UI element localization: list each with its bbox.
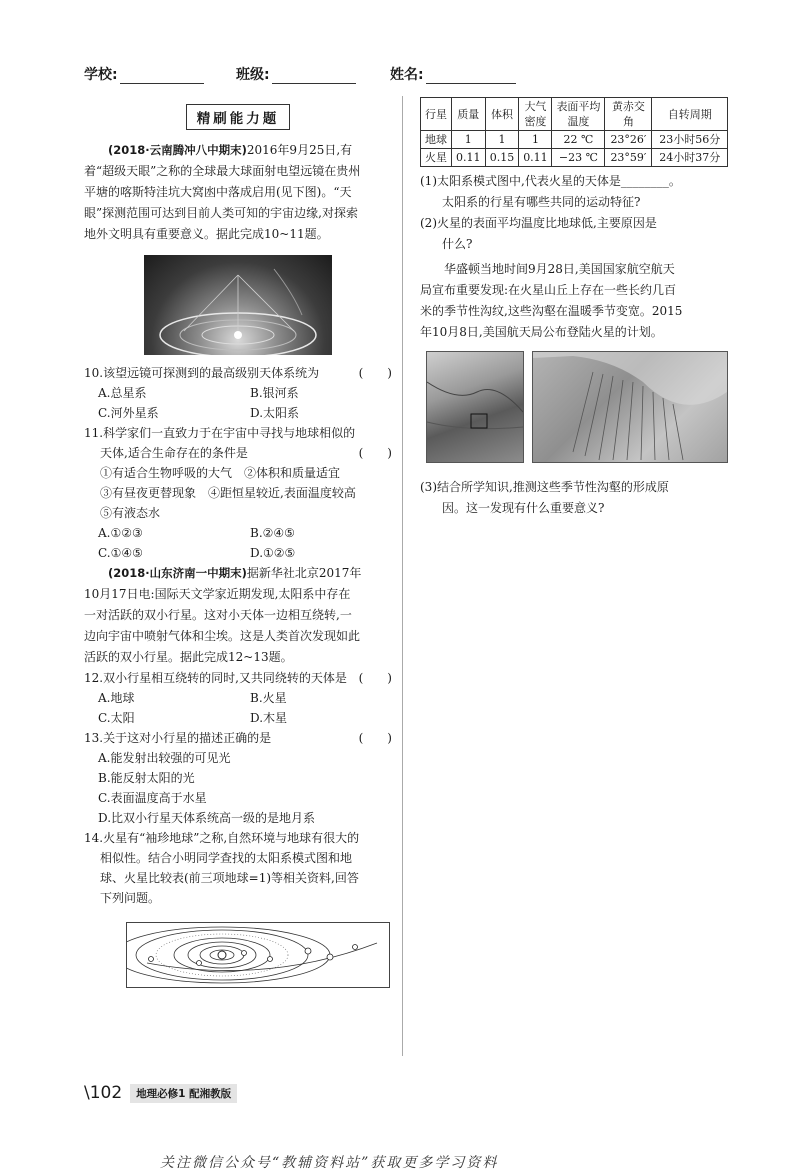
table-cell: 1 <box>519 131 552 149</box>
section-title: 精刷能力题 <box>84 104 392 130</box>
passage-binary-asteroid: (2018·山东济南一中期末)据新华社北京2017年 10月17日电:国际天文学家近期发现,太阳系中存在 一对活跃的双小行星。这对小天体一边相互绕转,一 边向宇宙中喷射气体和尘埃。这是人类首次发现如此 活跃的双小行星。据此完成12~13题。 <box>84 566 362 664</box>
table-header: 行星 <box>421 98 452 131</box>
table-row <box>421 149 728 167</box>
right-column <box>420 97 730 519</box>
school-label: 学校: <box>84 67 118 83</box>
book-tag: 地理必修1 配湘教版 <box>130 1084 237 1103</box>
table-cell: 0.11 <box>451 149 485 167</box>
name-blank[interactable] <box>426 67 516 84</box>
class-blank[interactable] <box>272 67 356 84</box>
table-cell: 地球 <box>421 131 452 149</box>
page-footer <box>84 1083 237 1103</box>
question-13: 13.关于这对小行星的描述正确的是 ( ) A.能发射出较强的可见光 B.能反射太阳的光 C.表面温度高于水星 D.比双小行星天体系统高一级的是地月系 <box>84 728 392 828</box>
answer-paren[interactable]: ( ) <box>358 671 392 685</box>
table-cell: −23 ℃ <box>552 149 605 167</box>
q10-options <box>84 383 392 423</box>
answer-paren[interactable]: ( ) <box>358 731 392 745</box>
option-b[interactable]: B.能反射太阳的光 <box>98 771 195 785</box>
table-cell: 1 <box>485 131 519 149</box>
sub-question-1: (1)太阳系模式图中,代表火星的天体是________。 太阳系的行星有哪些共同的运动特征? <box>420 174 681 209</box>
question-12: 12.双小行星相互绕转的同时,又共同绕转的天体是 ( ) A.地球 B.火星 C.太阳 D.木星 <box>84 668 392 728</box>
option-a[interactable]: A.①②③ <box>98 526 143 540</box>
class-label: 班级: <box>236 67 270 83</box>
option-b[interactable]: B.②④⑤ <box>250 526 295 540</box>
sub-question-3: (3)结合所学知识,推测这些季节性沟壑的形成原 因。这一发现有什么重要意义? <box>420 480 669 515</box>
q12-options <box>84 688 392 728</box>
table-cell: 23°26′ <box>605 131 652 149</box>
table-header-row <box>421 98 728 131</box>
name-field <box>390 64 516 84</box>
table-row <box>421 131 728 149</box>
q11-condition-2: ③有昼夜更替现象 ④距恒星较近,表面温度较高 <box>100 486 356 500</box>
answer-paren[interactable]: ( ) <box>358 446 392 460</box>
option-a[interactable]: A.地球 <box>98 691 135 705</box>
mars-gully-closeup-photo <box>532 351 728 463</box>
passage-fast-telescope: (2018·云南腾冲八中期末)2016年9月25日,有 着“超级天眼”之称的全球最大球面射电望远镜在贵州 平塘的喀斯特洼坑大窝凼中落成启用(见下图)。“天 眼”探测范围可达到目前人类可知的宇宙边缘,对探索 地外文明具有重要意义。据此完成10~11题。 <box>84 143 361 241</box>
option-a[interactable]: A.总星系 <box>98 386 147 400</box>
table-cell: 火星 <box>421 149 452 167</box>
table-cell: 0.11 <box>519 149 552 167</box>
table-header: 表面平均温度 <box>552 98 605 131</box>
passage2-source: (2018·山东济南一中期末) <box>108 566 247 580</box>
option-d[interactable]: D.比双小行星天体系统高一级的是地月系 <box>98 811 316 825</box>
promo-line: 关注微信公众号“教辅资料站”获取更多学习资料 <box>160 1155 499 1171</box>
option-c[interactable]: C.太阳 <box>98 711 135 725</box>
option-c[interactable]: C.①④⑤ <box>98 546 143 560</box>
table-cell: 23°59′ <box>605 149 652 167</box>
q11-options <box>84 523 392 563</box>
q11-condition-1: ①有适合生物呼吸的大气 ②体积和质量适宜 <box>100 466 341 480</box>
option-b[interactable]: B.银河系 <box>250 386 299 400</box>
question-14: 14.火星有“袖珍地球”之称,自然环境与地球有很大的 相似性。结合小明同学查找的太阳系模式图和地 球、火星比较表(前三项地球=1)等相关资料,回答 下列问题。 <box>84 831 360 905</box>
answer-paren[interactable]: ( ) <box>358 366 392 380</box>
table-header: 自转周期 <box>652 98 728 131</box>
fast-telescope-photo <box>144 255 332 355</box>
q11-condition-3: ⑤有液态水 <box>100 506 161 520</box>
table-cell: 1 <box>451 131 485 149</box>
table-cell: 22 ℃ <box>552 131 605 149</box>
table-header: 黄赤交角 <box>605 98 652 131</box>
option-d[interactable]: D.①②⑤ <box>250 546 296 560</box>
student-info-header <box>0 64 800 88</box>
earth-mars-comparison-table <box>420 97 728 167</box>
page-number: \102 <box>84 1083 123 1103</box>
school-field <box>84 64 204 84</box>
school-blank[interactable] <box>120 67 204 84</box>
option-c[interactable]: C.河外星系 <box>98 406 159 420</box>
option-d[interactable]: D.太阳系 <box>250 406 300 420</box>
option-b[interactable]: B.火星 <box>250 691 287 705</box>
solar-system-diagram <box>126 922 390 988</box>
question-11: 11.科学家们一直致力于在宇宙中寻找与地球相似的 天体,适合生命存在的条件是 ( ) ①有适合生物呼吸的大气 ②体积和质量适宜 ③有昼夜更替现象 ④距恒星较近,表面温度较高 ⑤有液态水 A.①②③ B.②④⑤ C.①④⑤ D.①②⑤ <box>84 423 392 563</box>
question-10: 10.该望远镜可探测到的最高级别天体系统为 ( ) A.总星系 B.银河系 C.河外星系 D.太阳系 <box>84 363 392 423</box>
sub-question-2: (2)火星的表面平均温度比地球低,主要原因是 什么? <box>420 216 657 251</box>
passage-mars-gullies: 华盛顿当地时间9月28日,美国国家航空航天 局宣布重要发现:在火星山丘上存在一些长约几百 米的季节性沟纹,这些沟壑在温暖季节变宽。2015 年10月8日,美国航天局公布登陆火星的计划。 <box>420 262 683 339</box>
option-d[interactable]: D.木星 <box>250 711 288 725</box>
passage1-source: (2018·云南腾冲八中期末) <box>108 143 247 157</box>
option-c[interactable]: C.表面温度高于水星 <box>98 791 207 805</box>
table-cell: 24小时37分 <box>652 149 728 167</box>
table-header: 质量 <box>451 98 485 131</box>
table-cell: 23小时56分 <box>652 131 728 149</box>
name-label: 姓名: <box>390 67 424 83</box>
mars-overview-photo <box>426 351 524 463</box>
table-header: 大气密度 <box>519 98 552 131</box>
class-field <box>236 64 356 84</box>
table-header: 体积 <box>485 98 519 131</box>
table-cell: 0.15 <box>485 149 519 167</box>
mars-gully-photos <box>420 351 730 463</box>
left-column <box>84 100 392 988</box>
option-a[interactable]: A.能发射出较强的可见光 <box>98 751 231 765</box>
column-divider <box>402 96 403 1056</box>
